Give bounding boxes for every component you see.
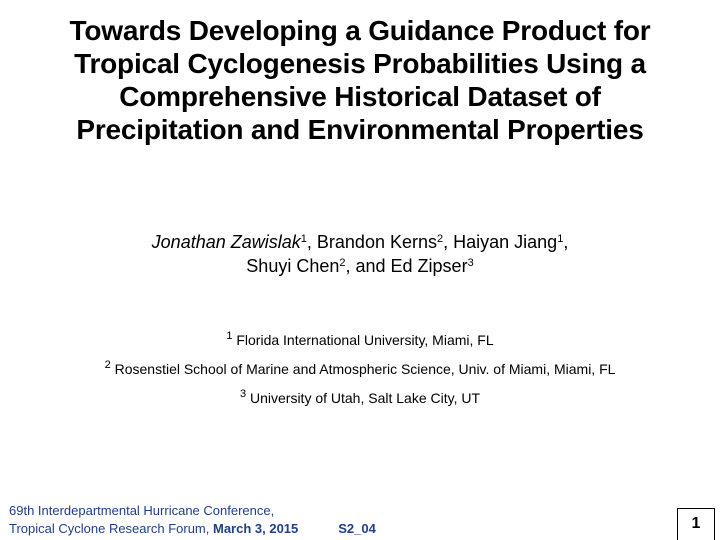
author-name: Shuyi Chen [246,256,340,276]
author-separator: , and [345,256,391,276]
author-affil-mark: 1 [300,233,307,245]
affiliation-item [0,360,720,389]
author-name-presenter: Jonathan Zawislak [151,232,301,252]
affiliation-mark: 1 [226,330,233,342]
author-name: Brandon Kerns [316,232,437,252]
affiliation-mark: 3 [239,388,247,400]
affiliation-mark: 2 [104,359,111,371]
affiliation-text: Florida International University, Miami, FL [236,332,494,348]
affiliation-item [0,331,720,360]
footer-session-code: S2_04 [338,521,376,536]
author-name: Haiyan Jiang [453,232,558,252]
footer-forum: Tropical Cyclone Research Forum, [9,521,213,536]
affiliation-text: University of Utah, Salt Lake City, UT [249,390,481,406]
title-line: Towards Developing a Guidance Product for [69,15,651,46]
author-separator: , [443,232,454,252]
title-line: Comprehensive Historical Dataset of [119,81,601,112]
author-affil-mark: 2 [436,233,444,245]
affiliation-list [0,331,720,418]
author-line-1 [0,230,720,254]
author-list [0,230,720,278]
footer-line-2 [9,520,376,538]
author-affil-mark: 2 [339,257,346,269]
affiliation-text: Rosenstiel School of Marine and Atmospheric Science, Univ. of Miami, Miami, FL [114,361,616,377]
title-line: Precipitation and Environmental Properties [76,114,644,145]
author-name: Ed Zipser [390,256,468,276]
affiliation-item [0,389,720,418]
author-separator: , [306,232,317,252]
presentation-title [0,14,720,146]
conference-footer [9,502,376,538]
slide-page-number: 1 [677,508,715,540]
title-line: Tropical Cyclogenesis Probabilities Using a [74,48,646,79]
footer-date: March 3, 2015 [212,521,299,536]
author-separator: , [563,232,569,252]
footer-line-1: 69th Interdepartmental Hurricane Conference, [9,503,275,518]
author-affil-mark: 3 [467,257,474,269]
author-affil-mark: 1 [557,233,564,245]
author-line-2 [0,254,720,278]
